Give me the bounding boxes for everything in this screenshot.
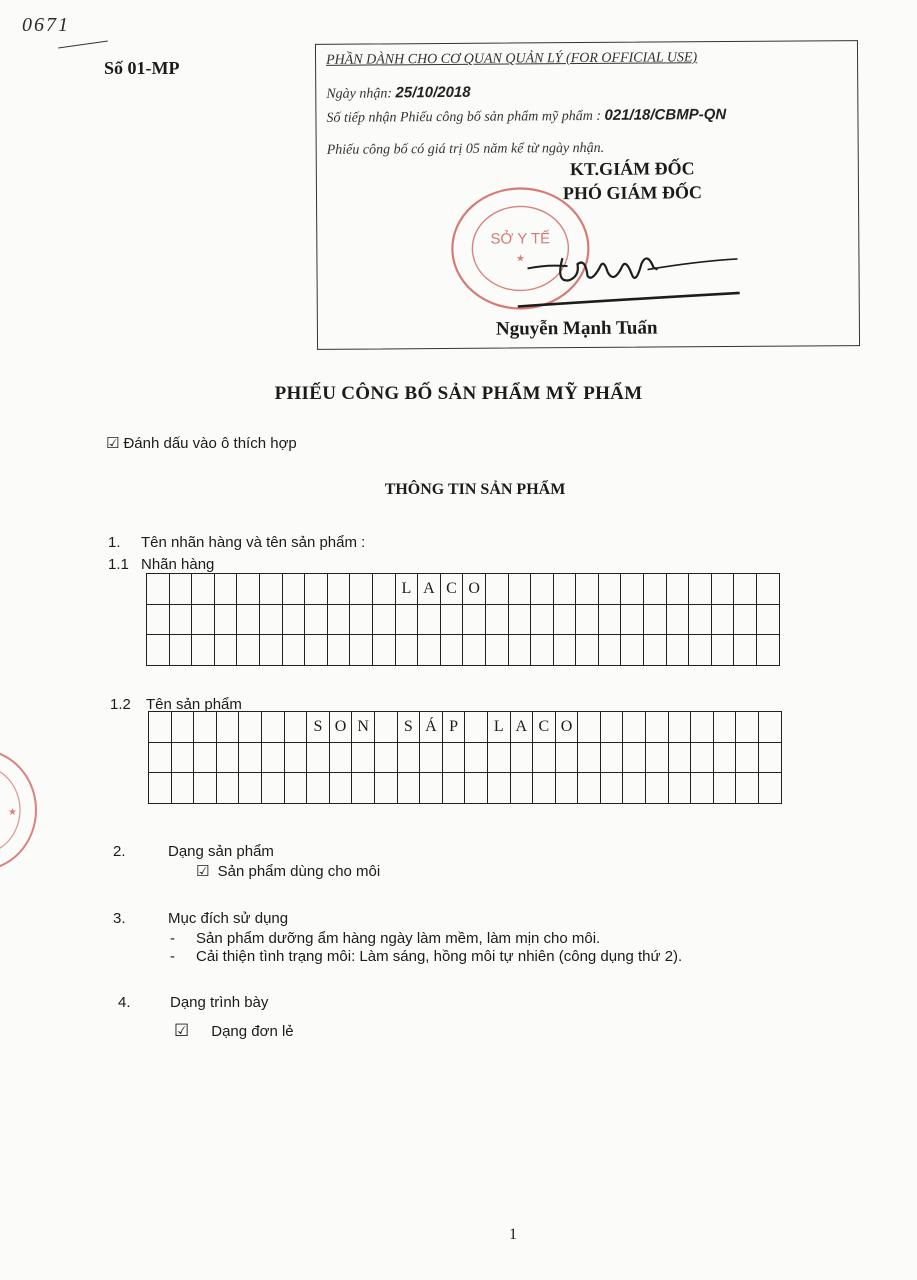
grid-cell [352, 773, 375, 804]
received-date-value: 25/10/2018 [395, 83, 471, 102]
product-name-grid [148, 711, 782, 804]
grid-cell [440, 635, 463, 666]
item-4-option [174, 1021, 294, 1041]
grid-cell [442, 773, 465, 804]
grid-cell [420, 742, 443, 773]
item-2-option [196, 862, 380, 880]
validity-note: Phiếu công bố có giá trị 05 năm kể từ ngày nhận. [326, 140, 605, 158]
grid-cell [646, 712, 669, 743]
grid-cell: O [555, 712, 578, 743]
grid-row [149, 773, 782, 804]
grid-cell: A [418, 574, 441, 605]
page-number: 1 [509, 1226, 517, 1243]
grid-cell [169, 635, 192, 666]
grid-cell [149, 742, 172, 773]
grid-cell [397, 742, 420, 773]
grid-cell [644, 574, 667, 605]
grid-cell [395, 635, 418, 666]
grid-cell [757, 604, 780, 635]
item-1-2-number: 1.2 [110, 696, 131, 713]
grid-cell [576, 635, 599, 666]
grid-cell: Á [420, 712, 443, 743]
grid-cell: S [397, 712, 420, 743]
grid-cell [689, 604, 712, 635]
grid-cell [395, 604, 418, 635]
grid-cell [352, 742, 375, 773]
grid-cell: S [307, 712, 330, 743]
item-2-option-text: Sản phẩm dùng cho môi [217, 863, 381, 880]
grid-cell [397, 773, 420, 804]
grid-cell [261, 712, 284, 743]
grid-cell [237, 574, 260, 605]
grid-cell [600, 712, 623, 743]
grid-cell [711, 635, 734, 666]
side-stamp [0, 745, 40, 875]
grid-cell [600, 742, 623, 773]
signer-name: Nguyễn Mạnh Tuấn [495, 317, 658, 340]
grid-cell: O [463, 574, 486, 605]
grid-cell [734, 604, 757, 635]
grid-cell [578, 773, 601, 804]
grid-cell [237, 604, 260, 635]
grid-cell [350, 635, 373, 666]
grid-cell [623, 742, 646, 773]
check-instruction-text: Đánh dấu vào ô thích hợp [123, 435, 297, 452]
grid-cell [239, 773, 262, 804]
grid-cell [533, 742, 556, 773]
grid-cell [307, 742, 330, 773]
grid-cell [621, 574, 644, 605]
grid-row [147, 604, 780, 635]
grid-cell [666, 635, 689, 666]
grid-cell [576, 604, 599, 635]
grid-cell: P [442, 712, 465, 743]
grid-cell [327, 574, 350, 605]
grid-cell [171, 742, 194, 773]
grid-cell [713, 773, 736, 804]
grid-cell [282, 604, 305, 635]
grid-cell: O [329, 712, 352, 743]
grid-cell [666, 604, 689, 635]
received-date-label: Ngày nhận: [326, 86, 393, 102]
grid-cell [600, 773, 623, 804]
grid-cell [214, 635, 237, 666]
received-date-line [326, 84, 470, 103]
checked-checkbox-icon: ☑ [106, 435, 120, 452]
section-title: THÔNG TIN SẢN PHẨM [384, 481, 566, 498]
item-3-bullet-text: Sản phẩm dưỡng ẩm hàng ngày làm mềm, làm mịn cho môi. [196, 930, 601, 947]
grid-cell [576, 574, 599, 605]
grid-cell [757, 574, 780, 605]
grid-cell [372, 635, 395, 666]
grid-cell [171, 773, 194, 804]
grid-cell [555, 742, 578, 773]
grid-cell [644, 635, 667, 666]
official-use-box [315, 40, 860, 350]
svg-text:★: ★ [8, 807, 17, 818]
grid-cell [194, 773, 217, 804]
grid-cell [284, 712, 307, 743]
grid-cell [329, 773, 352, 804]
grid-cell [485, 574, 508, 605]
grid-cell [261, 742, 284, 773]
signature [507, 227, 748, 309]
grid-cell [418, 604, 441, 635]
grid-cell [598, 574, 621, 605]
grid-cell [171, 712, 194, 743]
grid-cell [372, 604, 395, 635]
grid-cell [259, 635, 282, 666]
grid-cell [463, 635, 486, 666]
grid-cell [621, 604, 644, 635]
item-1-number: 1. [108, 534, 121, 551]
grid-cell [510, 742, 533, 773]
grid-cell [350, 574, 373, 605]
grid-cell: N [352, 712, 375, 743]
grid-cell [487, 742, 510, 773]
form-code: Số 01-MP [104, 58, 180, 78]
grid-cell [598, 604, 621, 635]
grid-cell [759, 712, 782, 743]
stamp-text: SỞ Y TẾ [490, 230, 551, 248]
item-1-2-label: Tên sản phẩm [146, 696, 242, 713]
grid-row [147, 574, 780, 605]
grid-cell [149, 712, 172, 743]
grid-cell [282, 574, 305, 605]
grid-cell [442, 742, 465, 773]
handwritten-underline [58, 41, 108, 49]
item-3-number: 3. [113, 910, 126, 927]
grid-cell [689, 574, 712, 605]
grid-cell [284, 742, 307, 773]
grid-cell [237, 635, 260, 666]
grid-cell [374, 712, 397, 743]
grid-cell [169, 574, 192, 605]
grid-cell [261, 773, 284, 804]
item-3-bullet: - Sản phẩm dưỡng ẩm hàng ngày làm mềm, làm mịn cho môi. [170, 930, 601, 947]
item-3-bullet-text: Cải thiện tình trạng môi: Làm sáng, hồng môi tự nhiên (công dụng thứ 2). [196, 948, 683, 965]
official-use-header: PHẦN DÀNH CHO CƠ QUAN QUẢN LÝ (FOR OFFICIAL USE) [326, 50, 698, 68]
item-4-option-text: Dạng đơn lẻ [211, 1023, 294, 1040]
grid-cell [239, 712, 262, 743]
signer-title-2: PHÓ GIÁM ĐỐC [562, 182, 703, 204]
grid-cell [305, 604, 328, 635]
grid-cell [216, 773, 239, 804]
grid-cell [668, 742, 691, 773]
grid-cell [759, 742, 782, 773]
check-instruction [106, 434, 297, 452]
grid-cell [689, 635, 712, 666]
grid-cell [259, 574, 282, 605]
grid-cell [736, 742, 759, 773]
grid-cell [508, 574, 531, 605]
grid-cell [736, 773, 759, 804]
grid-cell [239, 742, 262, 773]
signer-title-1: KT.GIÁM ĐỐC [569, 158, 695, 180]
registration-line [326, 106, 726, 127]
grid-cell [147, 574, 170, 605]
grid-cell: C [533, 712, 556, 743]
grid-cell [598, 635, 621, 666]
grid-cell [691, 712, 714, 743]
grid-cell [327, 635, 350, 666]
grid-cell [578, 742, 601, 773]
grid-cell [214, 604, 237, 635]
grid-cell [555, 773, 578, 804]
grid-cell [711, 574, 734, 605]
grid-cell [465, 712, 488, 743]
grid-cell [374, 742, 397, 773]
grid-cell [553, 635, 576, 666]
grid-cell [192, 574, 215, 605]
item-3-bullet: - Cải thiện tình trạng môi: Làm sáng, hồng môi tự nhiên (công dụng thứ 2). [170, 948, 683, 965]
grid-cell [440, 604, 463, 635]
grid-cell [305, 574, 328, 605]
item-3-label: Mục đích sử dụng [168, 910, 289, 927]
grid-cell [757, 635, 780, 666]
item-4-label: Dạng trình bày [170, 994, 269, 1011]
grid-cell [192, 635, 215, 666]
grid-cell [644, 604, 667, 635]
grid-cell [736, 712, 759, 743]
grid-cell [284, 773, 307, 804]
grid-cell [508, 635, 531, 666]
grid-cell [420, 773, 443, 804]
grid-cell [350, 604, 373, 635]
grid-cell [691, 773, 714, 804]
grid-cell [531, 574, 554, 605]
grid-cell [623, 712, 646, 743]
grid-cell [147, 604, 170, 635]
grid-cell [192, 604, 215, 635]
item-1-1-number: 1.1 [108, 556, 129, 573]
grid-cell [372, 574, 395, 605]
checked-checkbox-icon: ☑ [174, 1021, 190, 1040]
grid-row [149, 742, 782, 773]
grid-cell: L [395, 574, 418, 605]
grid-cell [668, 712, 691, 743]
grid-cell: L [487, 712, 510, 743]
grid-cell [553, 604, 576, 635]
page-title: PHIẾU CÔNG BỐ SẢN PHẨM MỸ PHẨM [274, 383, 643, 404]
grid-cell [305, 635, 328, 666]
grid-cell [487, 773, 510, 804]
grid-cell [578, 712, 601, 743]
grid-cell [259, 604, 282, 635]
grid-cell [713, 712, 736, 743]
grid-cell [666, 574, 689, 605]
grid-cell [510, 773, 533, 804]
grid-cell [531, 604, 554, 635]
grid-cell [169, 604, 192, 635]
grid-cell [713, 742, 736, 773]
grid-cell [734, 574, 757, 605]
grid-cell [214, 574, 237, 605]
grid-cell [691, 742, 714, 773]
grid-cell [668, 773, 691, 804]
grid-cell [711, 604, 734, 635]
grid-cell [623, 773, 646, 804]
grid-cell [621, 635, 644, 666]
grid-row [149, 712, 782, 743]
grid-cell [374, 773, 397, 804]
item-4-number: 4. [118, 994, 131, 1011]
grid-cell [485, 635, 508, 666]
grid-cell [327, 604, 350, 635]
grid-row [147, 635, 780, 666]
registration-label: Số tiếp nhận Phiếu công bố sản phẩm mỹ phẩm : [326, 108, 602, 126]
grid-cell [216, 742, 239, 773]
grid-cell [194, 742, 217, 773]
registration-number: 021/18/CBMP-QN [604, 106, 727, 124]
grid-cell [216, 712, 239, 743]
grid-cell [307, 773, 330, 804]
grid-cell [553, 574, 576, 605]
svg-text:★: ★ [515, 253, 525, 265]
grid-cell [282, 635, 305, 666]
grid-cell [646, 742, 669, 773]
brand-name-grid [146, 573, 780, 666]
grid-cell [149, 773, 172, 804]
item-2-number: 2. [113, 843, 126, 860]
grid-cell [465, 742, 488, 773]
grid-cell [194, 712, 217, 743]
grid-cell [418, 635, 441, 666]
grid-cell [646, 773, 669, 804]
grid-cell: A [510, 712, 533, 743]
handwritten-note: 0671 [22, 14, 70, 36]
grid-cell [465, 773, 488, 804]
grid-cell [759, 773, 782, 804]
grid-cell: C [440, 574, 463, 605]
grid-cell [147, 635, 170, 666]
grid-cell [485, 604, 508, 635]
grid-cell [734, 635, 757, 666]
grid-cell [508, 604, 531, 635]
item-1-label: Tên nhãn hàng và tên sản phẩm : [141, 534, 366, 551]
grid-cell [463, 604, 486, 635]
grid-cell [329, 742, 352, 773]
item-1-1-label: Nhãn hàng [141, 556, 215, 573]
checked-checkbox-icon: ☑ [196, 863, 210, 880]
grid-cell [533, 773, 556, 804]
item-2-label: Dạng sản phẩm [168, 843, 274, 860]
grid-cell [531, 635, 554, 666]
